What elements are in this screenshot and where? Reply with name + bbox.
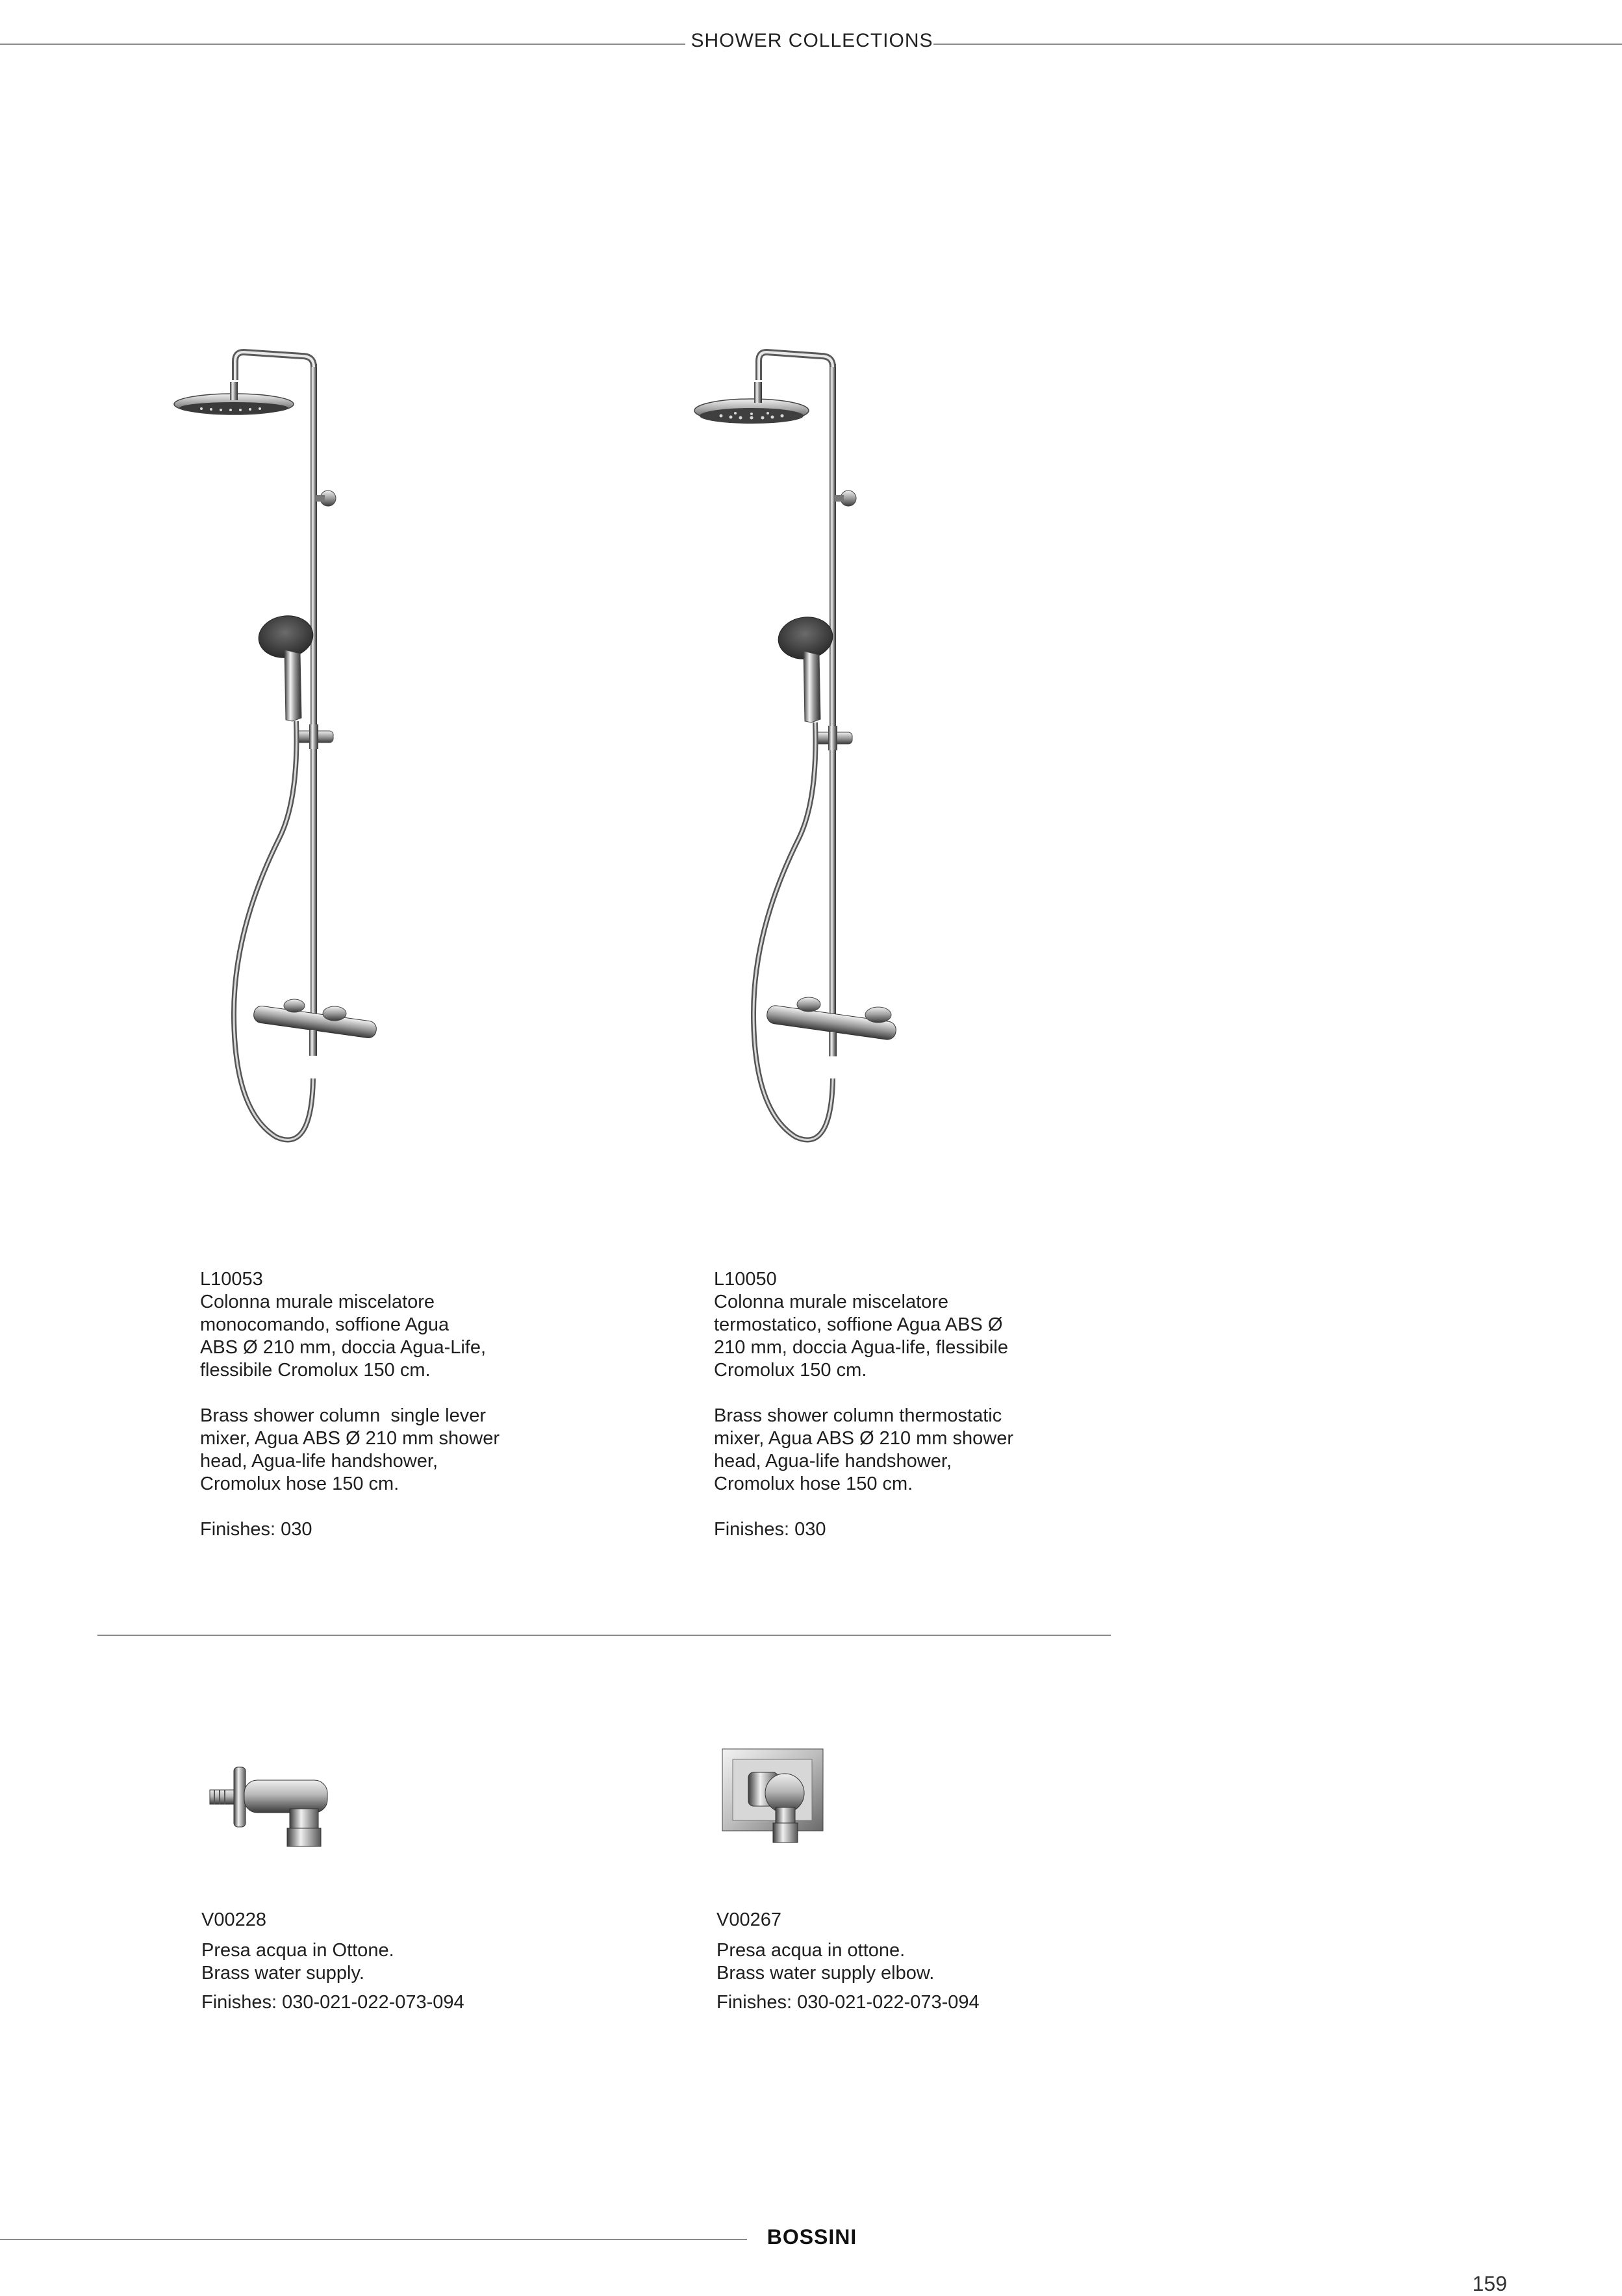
brand-logo: BOSSINI (767, 2225, 857, 2249)
product-code: V00228 (201, 1909, 266, 1930)
header-rule-right (933, 44, 1622, 45)
product-code: V00267 (716, 1909, 781, 1930)
section-divider (97, 1635, 1111, 1636)
description-en-line: head, Agua-life handshower, (714, 1451, 952, 1472)
description-it-line: Cromolux 150 cm. (714, 1360, 867, 1381)
description-en-line: mixer, Agua ABS Ø 210 mm shower (200, 1428, 500, 1449)
description-en-line: Cromolux hose 150 cm. (200, 1473, 399, 1494)
description-it-line: ABS Ø 210 mm, doccia Agua-Life, (200, 1337, 487, 1358)
product-code: L10053 (200, 1269, 263, 1290)
shower-column-thermostatic-image (676, 344, 922, 1215)
description-it-line: Colonna murale miscelatore (714, 1292, 949, 1312)
description-it-line: Colonna murale miscelatore (200, 1292, 435, 1312)
footer-rule (0, 2239, 747, 2240)
product-v00228 (201, 1909, 565, 2014)
description-en-line: Brass water supply elbow. (716, 1963, 935, 1983)
water-supply-elbow-image (721, 1748, 825, 1845)
product-l10053 (200, 1268, 538, 1541)
product-code: L10050 (714, 1269, 777, 1290)
description-it-line: monocomando, soffione Agua (200, 1314, 450, 1335)
description-en-line: mixer, Agua ABS Ø 210 mm shower (714, 1428, 1013, 1449)
description-en-line: Brass water supply. (201, 1963, 364, 1983)
product-l10050 (714, 1268, 1052, 1541)
finishes: Finishes: 030 (714, 1519, 826, 1540)
description-en-line: Brass shower column thermostatic (714, 1405, 1002, 1426)
finishes: Finishes: 030 (200, 1519, 312, 1540)
description-it-line: termostatico, soffione Agua ABS Ø (714, 1314, 1003, 1335)
description-en-line: Cromolux hose 150 cm. (714, 1473, 913, 1494)
description-it-line: 210 mm, doccia Agua-life, flessibile (714, 1337, 1008, 1358)
shower-column-single-lever-image (162, 344, 409, 1215)
description-it-line: flessibile Cromolux 150 cm. (200, 1360, 431, 1381)
description-it-line: Presa acqua in ottone. (716, 1940, 906, 1961)
header-rule-left (0, 44, 685, 45)
page-number: 159 (1472, 2272, 1507, 2295)
water-supply-image (207, 1761, 336, 1852)
finishes: Finishes: 030-021-022-073-094 (716, 1992, 980, 2013)
description-it-line: Presa acqua in Ottone. (201, 1940, 394, 1961)
finishes: Finishes: 030-021-022-073-094 (201, 1992, 464, 2013)
section-title: SHOWER COLLECTIONS (691, 30, 933, 51)
description-en-line: Brass shower column single lever (200, 1405, 487, 1426)
product-v00267 (716, 1909, 1080, 2014)
description-en-line: head, Agua-life handshower, (200, 1451, 438, 1472)
